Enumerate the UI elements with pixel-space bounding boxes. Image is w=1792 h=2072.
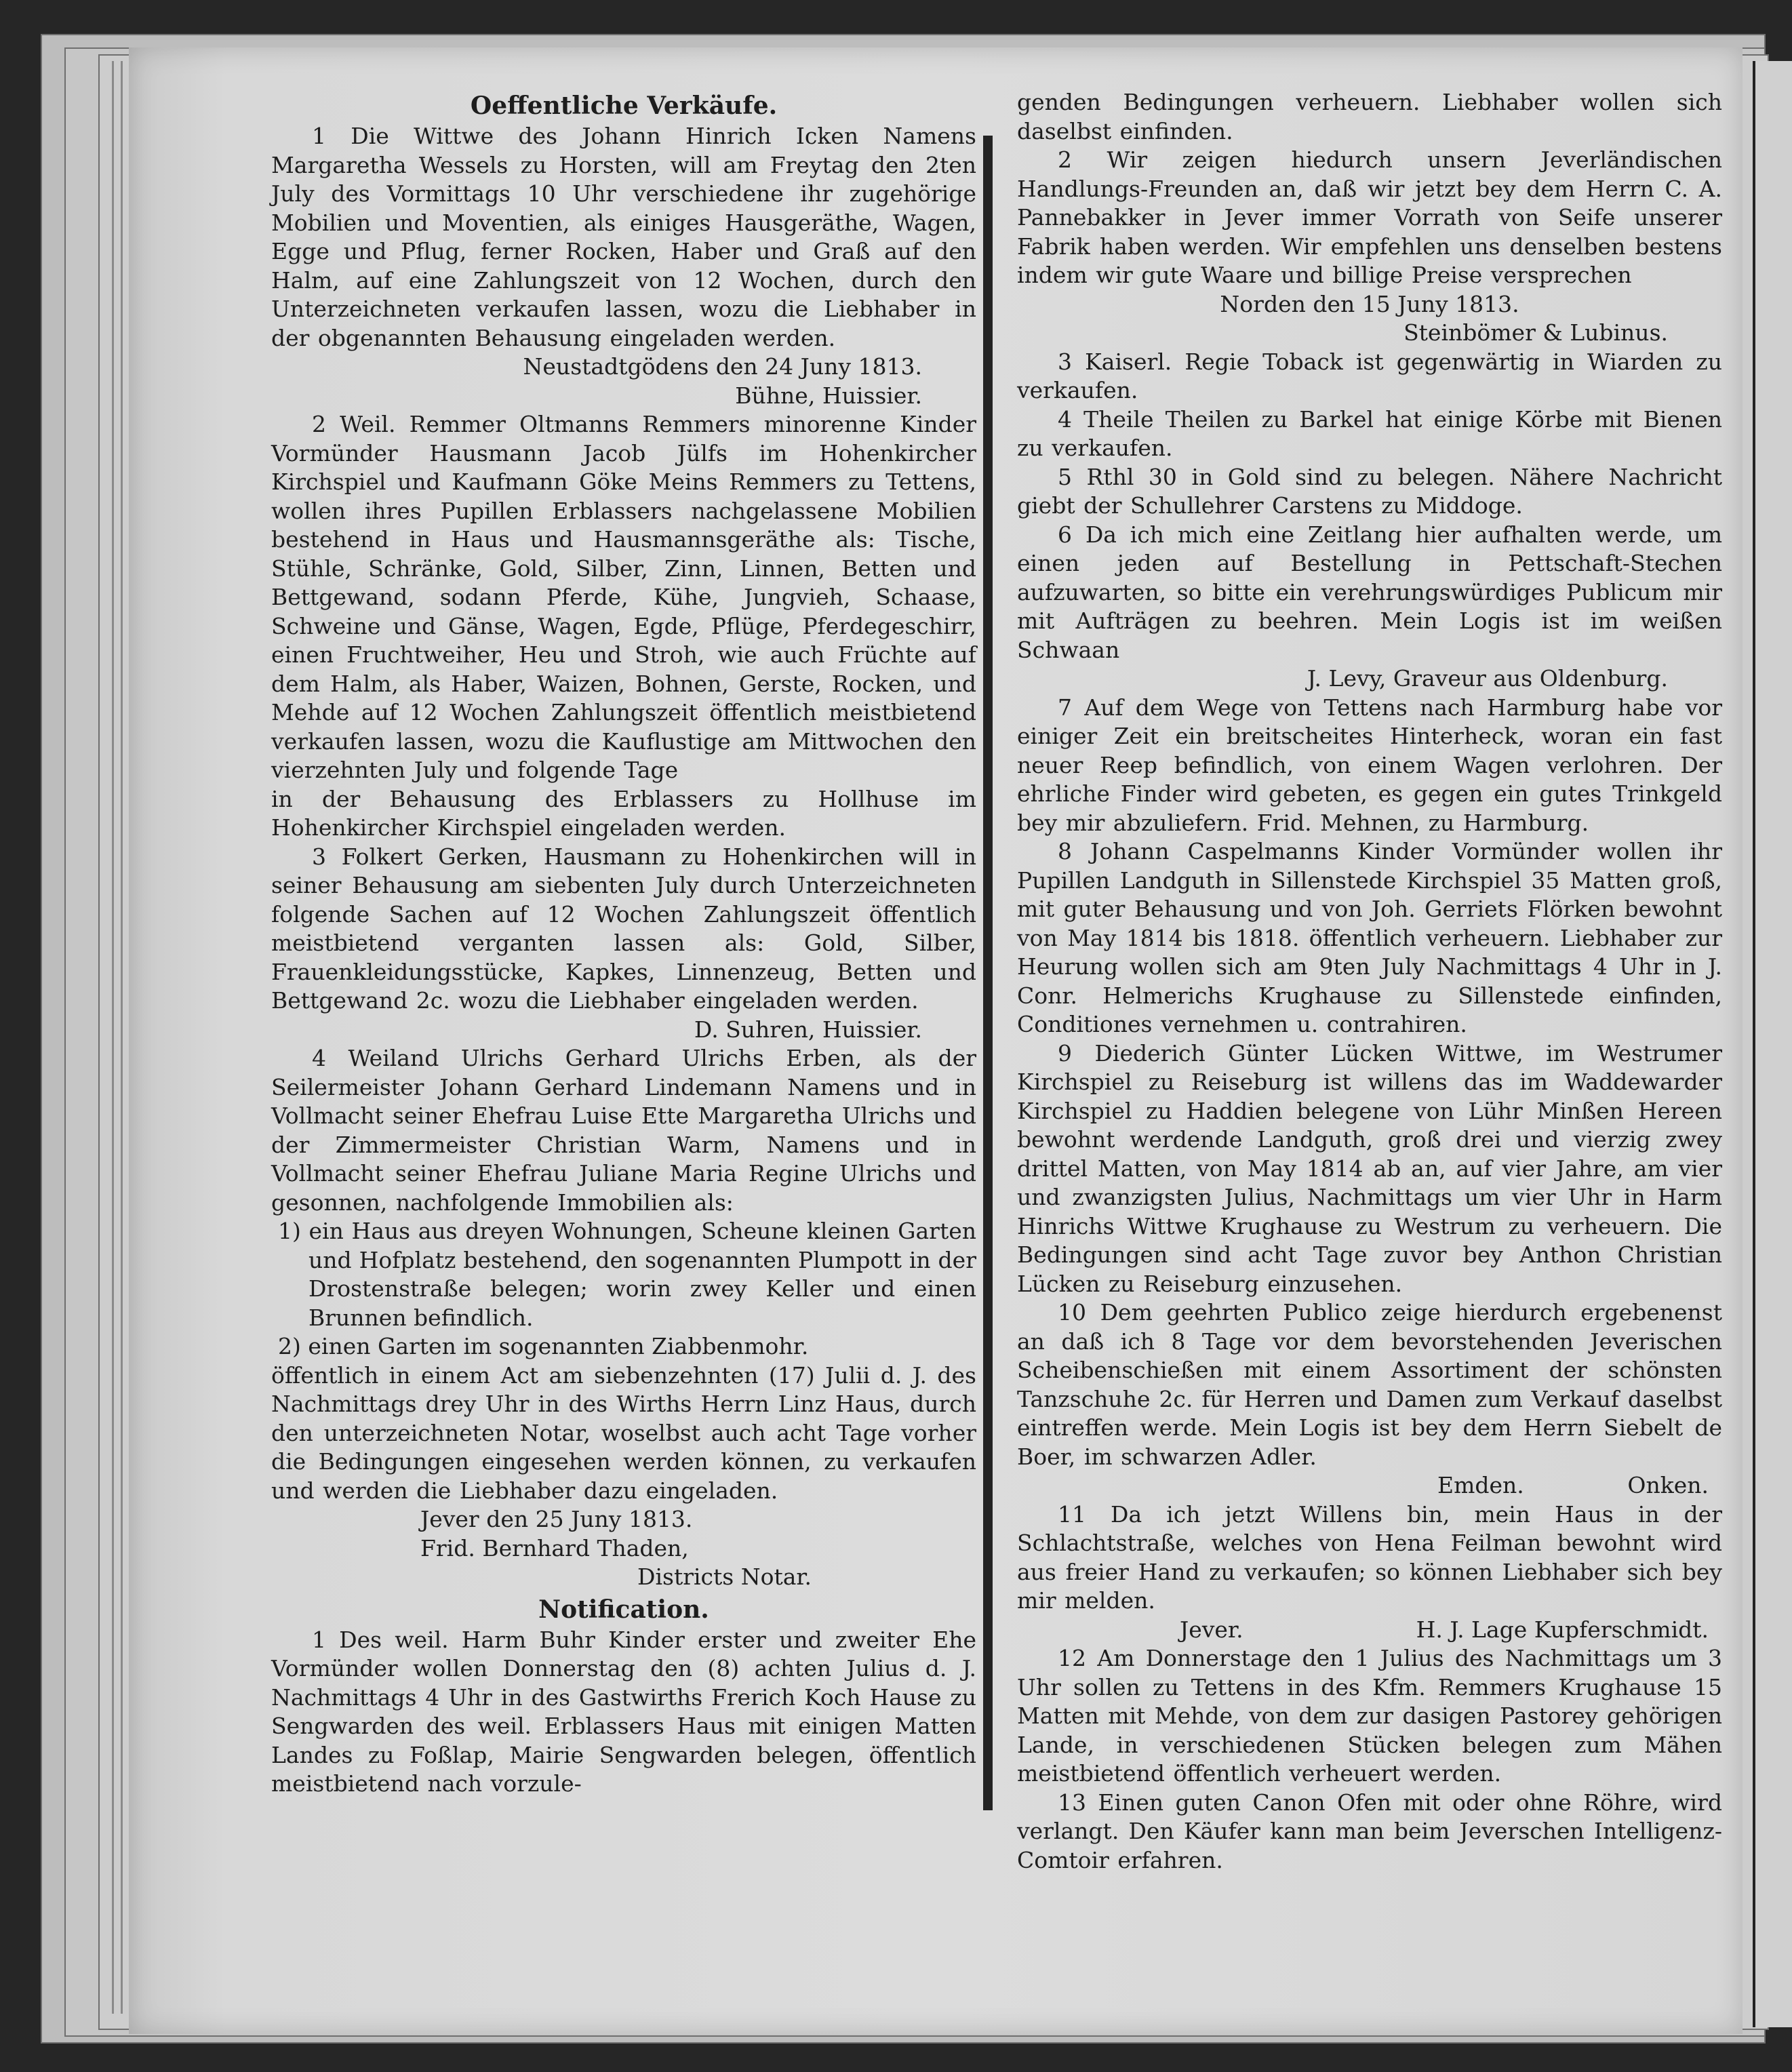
notice-3-signature: D. Suhren, Huissier.: [694, 1016, 922, 1043]
notification-3: 3 Kaiserl. Regie Toback ist gegenwärtig in Wiarden zu verkaufen.: [1017, 348, 1722, 403]
notice-1-place-date: Neustadtgödens den 24 Juny 1813.: [523, 353, 922, 380]
notice-4-item-2: 2) einen Garten im sogenannten Ziabbenmohr.: [278, 1333, 809, 1359]
notification-4: 4 Theile Theilen zu Barkel hat einige Körbe mit Bienen zu verkaufen.: [1017, 405, 1722, 461]
notification-11-sign: [1017, 1616, 1722, 1645]
notification-10-place: Emden.: [1437, 1472, 1524, 1498]
page-edge: [121, 61, 123, 2014]
notice-4-item-1: 1) ein Haus aus dreyen Wohnungen, Scheune kleinen Garten und Hofplatz bestehend, den sogenannten Plumpott in der Drostenstraße belegen; worin zwey Keller und einen Brunnen befindlich.: [278, 1218, 976, 1331]
notice-1-signature: Bühne, Huissier.: [735, 382, 922, 409]
page-edge: [112, 61, 114, 2014]
notification-11: 11 Da ich jetzt Willens bin, mein Haus in der Schlachtstraße, welches von Hena Feilman bewohnt wird aus freier Hand zu verkaufen; so können Liebhaber sich bey mir melden.: [1017, 1500, 1722, 1614]
notification-1: 1 Des weil. Harm Buhr Kinder erster und zweiter Ehe Vormünder wollen Donnerstag den (8) achten Julius d. J. Nachmittags 4 Uhr in des Gastwirths Frerich Koch Hause zu Sengwarden des weil. Erblassers Haus mit einigen Matten Landes zu Foßlap, Mairie Sengwarden belegen, öffentlich meistbietend nach vorzule-: [271, 1626, 976, 1797]
notification-7: 7 Auf dem Wege von Tettens nach Harmburg habe vor einiger Zeit ein breitscheites Hinterheck, woran ein fast neuer Reep befindlich, von einem Wagen verlohren. Der ehrliche Finder wird gebeten, es gegen ein gutes Trinkgeld bey mir abzuliefern. Frid. Mehnen, zu Harmburg.: [1017, 694, 1722, 836]
notification-6: 6 Da ich mich eine Zeitlang hier aufhalten werde, um einen jeden auf Bestellung in Pettschaft-Stechen aufzuwarten, so bitte ein verehrungswürdiges Publicum mir mit Aufträgen zu beehren. Mein Logis ist im weißen Schwaan: [1017, 521, 1722, 663]
notification-2: 2 Wir zeigen hiedurch unsern Jeverländischen Handlungs-Freunden an, daß wir jetzt bey dem Herrn C. A. Pannebakker in Jever immer Vorrath von Seife unserer Fabrik haben werden. Wir empfehlen uns denselben bestens indem wir gute Waare und billige Preise versprechen: [1017, 146, 1722, 288]
column-rule: [983, 136, 993, 1810]
notice-sale-1: 1 Die Wittwe des Johann Hinrich Icken Namens Margaretha Wessels zu Horsten, will am Freytag den 2ten July des Vormittags 10 Uhr verschiedene ihr zugehörige Mobilien und Moventien, als einiges Hausgeräthe, Wagen, Egge und Pflug, ferner Rocken, Haber und Graß auf den Halm, auf eine Zahlungszeit von 12 Wochen, durch den Unterzeichneten verkaufen lassen, wozu die Liebhaber in der obgenannten Behausung eingeladen werden.: [271, 123, 976, 351]
notification-10-signature: Onken.: [1627, 1472, 1709, 1498]
left-column: [271, 88, 976, 1799]
notification-11-signature: H. J. Lage Kupferschmidt.: [1416, 1616, 1709, 1643]
notification-13: 13 Einen guten Canon Ofen mit oder ohne Röhre, wird verlangt. Den Käufer kann man beim Jeverschen Intelligenz-Comtoir erfahren.: [1017, 1789, 1722, 1873]
notice-4-signature-title: Districts Notar.: [637, 1563, 812, 1590]
facing-page-edge: [1753, 61, 1792, 2027]
notification-10-sign: [1017, 1471, 1722, 1500]
notice-sale-2: 2 Weil. Remmer Oltmanns Remmers minorenne Kinder Vormünder Hausmann Jacob Jülfs im Hohenkircher Kirchspiel und Kaufmann Göke Meins Remmers zu Tettens, wollen ihres Pupillen Erblassers nachgelassene Mobilien bestehend in Haus und Hausmannsgeräthe als: Tische, Stühle, Schränke, Gold, Silber, Zinn, Linnen, Betten und Bettgewand, sodann Pferde, Kühe, Jungvieh, Schaase, Schweine und Gänse, Wagen, Egde, Pflüge, Pferdegeschirr, einen Fruchtweiher, Heu und Stroh, wie auch Früchte auf dem Halm, als Haber, Waizen, Bohnen, Gerste, Rocken, und Mehde auf 12 Wochen Zahlungszeit öffentlich meistbietend verkaufen lassen, wozu die Kauflustige am Mittwochen den vierzehnten July und folgende Tage: [271, 411, 976, 783]
notification-11-place: Jever.: [1180, 1616, 1243, 1643]
notice-sale-3: 3 Folkert Gerken, Hausmann zu Hohenkirchen will in seiner Behausung am siebenten July durch Unterzeichneten folgende Sachen auf 12 Wochen Zahlungszeit öffentlich meistbietend verganten lassen als: Gold, Silber, Frauenkleidungsstücke, Kapkes, Linnenzeug, Betten und Bettgewand 2c. wozu die Liebhaber eingeladen werden.: [271, 843, 976, 1014]
notice-4-signature-name: Frid. Bernhard Thaden,: [420, 1534, 689, 1561]
notification-12: 12 Am Donnerstage den 1 Julius des Nachmittags um 3 Uhr sollen zu Tettens in des Kfm. Remmers Krughause 15 Matten mit Mehde, von dem zur dasigen Pastorey gehörigen Lande, in verschiedenen Stücken belegen zum Mähen meistbietend öffentlich verheuert werden.: [1017, 1645, 1722, 1787]
notice-4-continuation: öffentlich in einem Act am siebenzehnten (17) Julii d. J. des Nachmittags drey Uhr in des Wirths Herrn Linz Haus, durch den unterzeichneten Notar, woselbst auch acht Tage vorher die Bedingungen eingesehen werden können, zu verkaufen und werden die Liebhaber dazu eingeladen.: [271, 1361, 976, 1504]
heading-notification: Notification.: [538, 1595, 709, 1624]
notification-1-carry-over: genden Bedingungen verheuern. Liebhaber wollen sich daselbst einfinden.: [1017, 89, 1722, 144]
right-column: [1017, 88, 1722, 1875]
notice-2-continuation: in der Behausung des Erblassers zu Hollhuse im Hohenkircher Kirchspiel eingeladen werden.: [271, 785, 976, 841]
notification-6-signature: J. Levy, Graveur aus Oldenburg.: [1307, 665, 1668, 692]
notification-8: 8 Johann Caspelmanns Kinder Vormünder wollen ihr Pupillen Landguth in Sillenstede Kirchspiel 35 Matten groß, mit guter Behausung und von Joh. Gerriets Flörken bewohnt von May 1814 bis 1818. öffentlich verheuern. Liebhaber zur Heurung wollen sich am 9ten July Nachmittags 4 Uhr in J. Conr. Helmerichs Krughause zu Sillenstede einfinden, Conditiones vernehmen u. contrahiren.: [1017, 838, 1722, 1037]
notice-sale-4: 4 Weiland Ulrichs Gerhard Ulrichs Erben, als der Seilermeister Johann Gerhard Lindemann Namens und in Vollmacht seiner Ehefrau Luise Ette Margaretha Ulrichs und der Zimmermeister Christian Warm, Namens und in Vollmacht seiner Ehefrau Juliane Maria Regine Ulrichs und gesonnen, nachfolgende Immobilien als:: [271, 1045, 976, 1216]
notification-5: 5 Rthl 30 in Gold sind zu belegen. Nähere Nachricht giebt der Schullehrer Carstens zu Middoge.: [1017, 463, 1722, 519]
notice-4-place-date: Jever den 25 Juny 1813.: [420, 1506, 693, 1532]
notification-2-signature: Steinbömer & Lubinus.: [1403, 319, 1668, 346]
notification-10: 10 Dem geehrten Publico zeige hierdurch ergebenenst an daß ich 8 Tage vor dem bevorstehenden Jeverischen Scheibenschießen mit einem Assortiment der schönsten Tanzschuhe 2c. für Herren und Damen zum Verkauf daselbst eintreffen werde. Mein Logis ist bey dem Herrn Siebelt de Boer, im schwarzen Adler.: [1017, 1299, 1722, 1470]
notification-9: 9 Diederich Günter Lücken Wittwe, im Westrumer Kirchspiel zu Reiseburg ist willens das im Waddewarder Kirchspiel zu Haddien belegene von Lühr Minßen Hereen bewohnt werdende Landguth, groß drei und vierzig zwey drittel Matten, von May 1814 ab an, auf vier Jahre, am vier und zwanzigsten Julius, Nachmittags um vier Uhr in Harm Hinrichs Wittwe Krughause zu Westrum zu verheuern. Die Bedingungen sind acht Tage zuvor bey Anthon Christian Lücken zu Reiseburg einzusehen.: [1017, 1039, 1722, 1297]
heading-public-sales: Oeffentliche Verkäufe.: [470, 92, 778, 120]
notification-2-place-date: Norden den 15 Juny 1813.: [1220, 290, 1519, 317]
